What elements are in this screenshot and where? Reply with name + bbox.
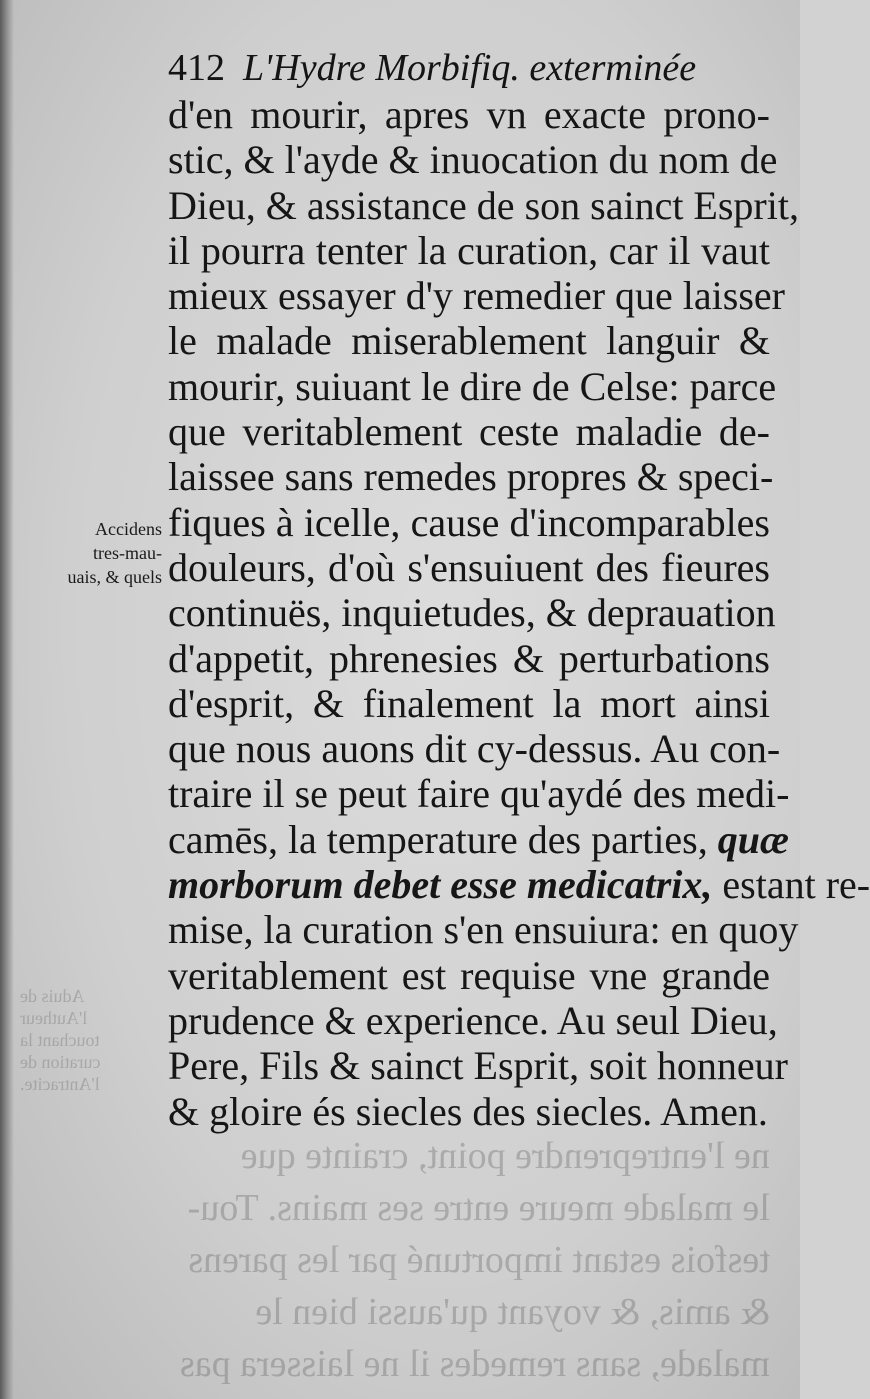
show-through-text: ne l'entreprendre point, crainte que le malade meure entre ses mains. Tou- tesfois estant importuné par les parens & amis, & voyant qu'aussi bien le malade, sans remedes il ne laissera pas [180, 1135, 770, 1385]
text-line [168, 862, 870, 908]
latin-quotation: morborum debet esse medicatrix, [168, 862, 713, 908]
text-line: il pourra tenter la curation, car il vaut [168, 227, 770, 273]
text-line: continuës, inquietudes, & deprauation [168, 590, 776, 636]
text-line: d'appetit, phrenesies & perturbations [168, 635, 770, 681]
text-line: Pere, Fils & sainct Esprit, soit honneur [168, 1043, 788, 1089]
show-through-margin: Aduis de l'Autheur touchant la curation de l'Antracite. [20, 986, 101, 1094]
text-line: douleurs, d'où s'ensuiuent des fieures [168, 544, 770, 590]
text-line: que nous auons dit cy-dessus. Au con- [168, 726, 781, 772]
margin-note-line: Accidens [95, 519, 162, 539]
latin-quotation: quæ [717, 816, 789, 862]
margin-note [22, 517, 162, 589]
text-line: prudence & experience. Au seul Dieu, [168, 997, 778, 1043]
text-line: mise, la curation s'en ensuiura: en quoy [168, 907, 799, 953]
margin-note-line: tres-mau- [93, 543, 162, 563]
text-line: laissee sans remedes propres & speci- [168, 454, 774, 500]
text-line: veritablement est requise vne grande [168, 952, 770, 998]
text-line: mourir, suiuant le dire de Celse: parce [168, 363, 777, 409]
text-line: fiques à icelle, cause d'incomparables [168, 499, 770, 545]
text-line: traire il se peut faire qu'aydé des medi- [168, 771, 790, 817]
text-line: que veritablement ceste maladie de- [168, 409, 770, 455]
text-line [168, 816, 789, 862]
page-number: 412 [168, 47, 225, 89]
text-line: & gloire és siecles des siecles. Amen. [168, 1088, 768, 1134]
page-gutter-shadow [0, 0, 14, 1399]
text-segment: estant re- [712, 862, 870, 908]
text-line: d'en mourir, apres vn exacte prono- [168, 92, 770, 137]
text-line: d'esprit, & finalement la mort ainsi [168, 680, 770, 726]
text-line: le malade miserablement languir & [168, 318, 770, 364]
text-line: Dieu, & assistance de son sainct Esprit, [168, 182, 799, 228]
running-header [168, 40, 768, 96]
running-title: L'Hydre Morbifiq. exterminée [243, 47, 697, 89]
text-line: mieux essayer d'y remedier que laisser [168, 273, 785, 319]
text-segment: camēs, la temperature des parties, [168, 816, 718, 862]
body-text [168, 92, 870, 1134]
margin-note-line: uais, & quels [67, 567, 162, 587]
text-line: stic, & l'ayde & inuocation du nom de [168, 137, 778, 183]
